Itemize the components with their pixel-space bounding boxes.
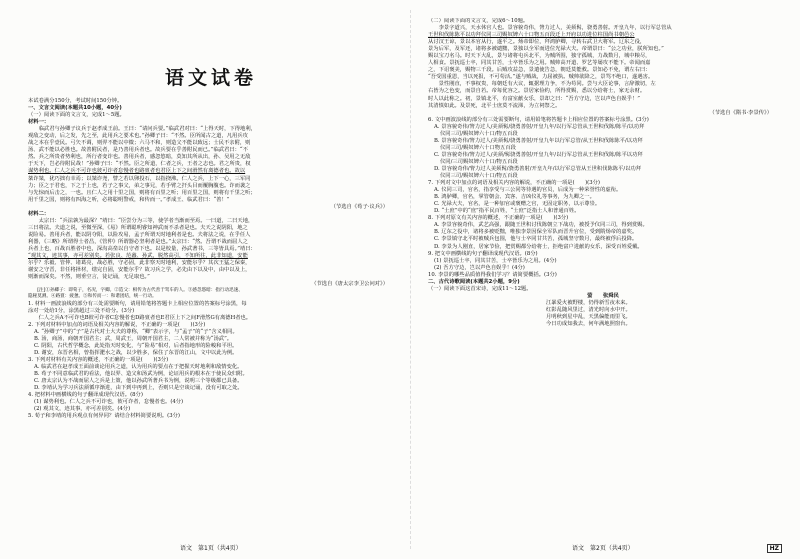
text-line: 谋势利也。仁人之兵不可诈也彼可诈者怠慢者也路亶者也君臣上下之间滑然有离德者也。故以 bbox=[28, 168, 246, 175]
text-line: (2) 观其文，迹其事，亦可差别矣。(4分) bbox=[34, 406, 131, 413]
text-line: A. “孙卿子”中的“子”是古代对士大夫的尊称，“卿”表示字，与“孟子”的“子”含义相同。 bbox=[34, 328, 238, 335]
page-two-footer: 语文 第2页（共4页） bbox=[572, 545, 634, 552]
text-line: （节选自《荀子·议兵》） bbox=[330, 203, 388, 210]
text-line: 一、文言文阅读(本题共10小题，40分) bbox=[28, 105, 122, 112]
text-line: D. 景容貌奇伟/膂力过人美须髯/骁勇善射/开皇九年/以行军总管从王世积伐陈陈平/以功拜 bbox=[434, 165, 642, 172]
text-line: 8. 下列对原文有关内容的概述，不正确的一项是( )(3分) bbox=[428, 215, 569, 222]
text-line: A. 临武君在赵孝成王面前谈论用兵之道，认为用兵的要点在于把握天时地利和敌情变化。 bbox=[34, 364, 243, 371]
text-line: （一）阅读下面的文言文，完成1～5题。 bbox=[28, 112, 125, 119]
page-one-footer: 语文 第1页（共4页） bbox=[180, 545, 242, 552]
text-line: 时人以此称之。初，景镇北平，有富室献女乐，景却之曰：“吾方守边，岂以声色自娱乎！” bbox=[428, 95, 640, 102]
text-line: “吾受国重恩，当以死报，不可苟活。”遂与贼战，力屈被执。贼帅欲降之，景骂不绝口，遂遇害。 bbox=[428, 74, 654, 81]
text-line: 6. 文中画波浪线的部分有三处需要断句，请用铅笔将答题卡上相应位置的答案标号涂黑。(3分) bbox=[428, 116, 649, 123]
text-line: 观敌之变动，后之发，先之至，此用兵之要术也。”孙卿子曰：“不然。臣所闻古之道，凡用兵攻 bbox=[28, 133, 248, 140]
text-line: C. 唐太宗认为不战而屈人之兵是上策，他以孙武所著兵书为例，说明三个等级都已具备。 bbox=[34, 378, 243, 385]
text-line: 1. 材料一画波浪线的部分有三处需要断句，请用铅笔将答题卡上相应位置的答案标号涂黑，每 bbox=[28, 300, 247, 307]
text-line: B. 景容貌奇伟/膂力过人/美须髯/骁勇善射/开皇九年以行军总管/从王世积伐陈陈平/以功拜 bbox=[434, 137, 643, 144]
text-line: B. 鸿胪卿，官名，掌管朝会、宾客、吉凶仪礼等事务，为九卿之一。 bbox=[434, 194, 595, 201]
text-line: （节选自《唐太宗李卫公问对》） bbox=[311, 281, 388, 288]
page-two-column bbox=[428, 18, 778, 537]
text-line: 利器，《三略》所谓得士者昌，《管仲》所谓器必坚利者是也。”太宗曰：“然。吾谓不战而屈人之 bbox=[28, 238, 248, 245]
text-line: 战之本在乎壹民。弓矢不调，则羿不能以中微；六马不和，则造父不能以致远；士民不亲附，则 bbox=[28, 140, 251, 147]
text-line: 仁人之兵A不可诈也B彼可诈者C怠慢者也D路亶者也E君臣上下之间F滑然G有离德H者也。 bbox=[28, 314, 252, 321]
text-line: 景为后军，及军还，诸将多被谴黜，景独以全军而进位光禄大夫。帝谓景曰：“公之功业，朕所知也。” bbox=[428, 46, 664, 53]
text-line: 则渐而深矣。不然，则垂空言，徒记诵，无足取也。” bbox=[28, 274, 150, 281]
text-line: 景性刚直，不事权贵，每朝廷有大议，辄据理力争，不为苟同。尝与大臣论事，言辞激切，左 bbox=[428, 81, 656, 88]
text-line: 月明秋到星中乱，天黑偏能雨里飞。 bbox=[546, 313, 631, 320]
text-line: A. 景容貌奇伟/膂力过人/美须髯/骁勇善射/开皇九年/以行军总管从王世积伐陈/陈平/以功拜 bbox=[434, 123, 645, 130]
text-line: A. 李景容貌奇伟，武艺高强，跟随王世积讨伐陈朝立下战功，被授予仪同三司，得到赏赐。 bbox=[434, 222, 648, 229]
text-line: 太宗曰：“兵法孰为最深？”靖曰：“臣尝分为三等，使学者当渐而至焉。一曰道，二曰天地， bbox=[28, 217, 254, 224]
text-line: 今日功成知我去，何年满地照窗台。 bbox=[546, 321, 631, 328]
text-line: 9. 把文中画横线的句子翻译成现代汉语。(8分) bbox=[428, 250, 538, 257]
text-line: （一）阅读下面这首宋诗，完成11～12题。 bbox=[428, 285, 532, 292]
text-line: C. 光禄大夫，官名，是一种加官或褒赠之官，无固定职务，以示尊崇。 bbox=[434, 201, 601, 208]
text-line: 于天下，岂必待附民哉！”孙卿子曰：“不然。臣之所道，仁者之兵，王者之志也。君之所贵，权 bbox=[28, 161, 251, 168]
text-line: (2) 吾方守边，岂以声色自娱乎！(4分) bbox=[434, 264, 525, 271]
text-line: 右皆为之色变，而景自若。帝每优容之。景居家俭约，所得赏赐，悉以分给将士，家无余财。 bbox=[428, 88, 646, 95]
text-line: 赐以宝刀名马。时天下大乱，景与诸将屯兵北平，为贼所围，独守孤城，力战数月，城中粮尽， bbox=[428, 53, 651, 60]
exam-code-badge: HZ bbox=[767, 544, 782, 553]
text-line: A. 仪同三司，官名，指享受与三公同等待遇的官员，后成为一种荣誉性的虚衔。 bbox=[434, 187, 622, 194]
exam-intro: 本试卷满分150分，考试时间150分钟。 bbox=[28, 98, 123, 104]
text-line: 仪同三司/赐奴婢六十口物五百段 bbox=[440, 144, 516, 151]
text-line: 材料二： bbox=[28, 210, 50, 217]
text-line: 与先惊而后击之，一也。且仁人之用十里之国，则将有百里之听；用百里之国，则将有千里之听； bbox=[28, 189, 256, 196]
text-line: （节选自《隋书·李景传》） bbox=[709, 109, 772, 116]
text-line: 人相食。景抚巡士卒，同其甘苦，士卒皆乐为之用。贼帅高开道、罗艺等屡攻不能下。帝闻而嘉 bbox=[428, 60, 651, 67]
text-line: 2. 下列对材料中加点的词语及相关内容的解说，不正确的一项是( )(3分) bbox=[28, 321, 206, 328]
text-line: 材料一： bbox=[28, 119, 50, 126]
text-line: C. 景容貌奇伟/膂力过人/美须/髯骁勇善射/开皇九年/以行军总管从王世积伐陈/陈平以功拜 bbox=[434, 151, 643, 158]
text-line: 然。兵之所贵者势利也，所行者变诈也。善用兵者，感忽悠暗，莫知其所从出，孙、吴用之无敌 bbox=[28, 154, 251, 161]
text-line: 桀诈桀，犹巧拙有幸焉；以桀诈尧，譬之若以卵投石，以指挠沸。仁人之兵，上下一心，三军同 bbox=[28, 175, 251, 182]
text-line: 力；臣之于君也，下之于上也，若子之事父，弟之事兄，若手臂之扞头目而覆胸腹也。诈而袭之 bbox=[28, 182, 251, 189]
text-line: 仪同三司/赐奴婢六十口/物五百段 bbox=[440, 173, 518, 180]
text-line: C. 李景镇守北平时被贼兵包围，他与士卒同甘共苦，孤城坚守数月，最终被俘后投降。 bbox=[434, 236, 638, 243]
text-line: 仪同三司/赐奴婢六十口/物五百段 bbox=[440, 130, 518, 137]
text-line: 隐秘莫测。④路亶：疲惫。⑤和传而一：和谐团结，统一行动。 bbox=[28, 294, 157, 300]
text-line: 10. 李景的哪些品质值得我们学习？请简要概括。(3分) bbox=[428, 271, 557, 278]
page-one-column bbox=[28, 14, 394, 537]
text-line: 二、古代诗歌阅读(本题共2小题，9分) bbox=[428, 278, 520, 285]
text-line: D. “士庶”中的“庶”指平民百姓，“士庶”泛指士人和普通百姓。 bbox=[434, 208, 580, 215]
text-line: 3. 下列对材料有关内容的概述，不正确的一项是( )(3分) bbox=[28, 357, 169, 364]
text-line: 红影乱随风里过，清光时向水中开。 bbox=[546, 306, 631, 313]
text-line: “观其文，迹其事，亦可差别矣。若张良、范蠡、孙武，脱然高引，不知所往，此非知道，安能 bbox=[28, 253, 248, 260]
text-line: 4. 把材料中画横线的句子翻译成现代汉语。(8分) bbox=[28, 392, 143, 399]
text-line: 5. 荀子和李靖的用兵观点有何异同？请结合材料简要说明。(3分) bbox=[28, 413, 180, 420]
text-line: 之，下诏褒美，赐物三千段。后贼攻益急，景遣使告急，朝廷莫能救。景知必不免，谓左右曰： bbox=[428, 67, 651, 74]
text-line: B. 汤，商汤，商朝开国君主；武，周武王，周朝开国君主，二人常被并称为“汤武”。 bbox=[34, 335, 233, 342]
text-line: 临武君与孙卿子议兵于赵孝成王前。王曰：“请问兵要。”临武君对曰：“上得天时，下得地利， bbox=[28, 126, 256, 133]
page-divider bbox=[410, 10, 411, 549]
text-line: 仪同/三司赐奴婢六十口/物五百段 bbox=[440, 158, 518, 165]
text-line: 尔乎？乐毅、管仲、诸葛亮，战必胜，守必固，此非察天时地利，安能尔乎？其次王猛之保秦， bbox=[28, 260, 251, 267]
text-line: 7. 下列对文中加点的词语及相关内容的解说，不正确的一项是( )(3分) bbox=[428, 180, 600, 187]
text-line: （二）阅读下面的文言文，完成6～10题。 bbox=[428, 18, 529, 24]
text-line: (1) 景抚巡士卒，同其甘苦，士卒皆乐为之用。(4分) bbox=[434, 257, 557, 264]
text-line: 王世积伐陈陈平以功拜仪同三司赐奴婢六十口物五百段迁上开府以功进位柱国尚书朝邑公 bbox=[428, 32, 635, 39]
text-line: D. 谢安，东晋名相，曾指挥淝水之战，以少胜多，保住了东晋的江山，文中以此为例。 bbox=[34, 350, 238, 356]
text-line: (1) 谋势利也。仁人之兵不可诈也，彼可诈者，怠慢者也。(4分) bbox=[34, 399, 184, 406]
text-line: B. 荀子不同意临武君的看法，他以羿、造父和汤武为例，论证用兵的根本在于使民众归附。 bbox=[34, 371, 248, 378]
text-line: 谢安之守晋，非任将择材，缮完自固，安能尔乎？故习兵之学，必先由下以及中，由中以及上， bbox=[28, 267, 251, 274]
text-line: 萤 张舜民 bbox=[587, 292, 619, 299]
text-line: 三曰将法。夫道之说，至微至深，《易》所谓聪明睿知神武而不杀者是也。夫天之说阴阳，地之 bbox=[28, 224, 248, 231]
page-two-body bbox=[428, 18, 778, 328]
exam-title: 语文试卷 bbox=[164, 67, 257, 89]
text-line: 汤、武不能以必胜也。故善附民者，是乃善用兵者也。故兵要在乎善附民而已。”临武君曰：“不 bbox=[28, 147, 248, 154]
text-line: 用千里之国，则将有四海之听，必将聪明警戒，和传而一。”孝成王、临武君曰：“善！” bbox=[28, 196, 230, 203]
text-line: 说险易。善用兵者，能以阴夺阳，以险攻易，孟子所谓天时地利者是也。夫将法之说，在乎任人 bbox=[28, 231, 251, 238]
text-line: 其清慎如此。及景死，北平士庶莫不流涕，为立祠祭之。 bbox=[428, 102, 561, 109]
text-line: 涂对一处给1分，涂黑超过三处不给分。(3分) bbox=[28, 307, 135, 314]
text-line: [注]①孙卿子：即荀子，名况，字卿。②造父：相传为古代善于驾车的人。③感忽悠暗：指行动迅速、 bbox=[28, 288, 243, 294]
text-line: C. 阴阳，古代哲学概念，此处指天时变化，与“险易”相对，后者指地形的险峻和平坦。 bbox=[34, 342, 238, 349]
text-line: D. 李景为人刚直，居家节俭，把赏赐都分给将士，拒绝富户进献的女乐，深受百姓爱戴。 bbox=[434, 243, 643, 250]
text-line: D. 李靖认为学习兵法须循序渐进，由下到中再到上，否则只是空谈记诵，没有可取之处。 bbox=[34, 385, 243, 392]
text-line: 江暴爱火被野楼，仍得新雪夜未来。 bbox=[546, 299, 631, 306]
text-line: 李景字道兴，天水休官人也。景容貌奇伟，膂力过人，美须髯，骁勇善射。开皇九年，以行军总管从 bbox=[428, 25, 672, 32]
text-line: 从讨汉王谅，景以本官从行，遂平之。炀帝即位，拜鸿胪卿，寻转右武卫大将军。辽东之役， bbox=[428, 39, 646, 46]
page-one-body bbox=[28, 105, 394, 420]
text-line: 兵者上也，百战百胜者中也，深沟高垒以自守者下也。以是校量，孙武著书，三等皆具焉。”靖曰： bbox=[28, 245, 256, 252]
text-line: B. 辽东之役中，诸将多被贬黜，唯独李景因保全军队而晋升官位，受到隋炀帝的嘉奖。 bbox=[434, 229, 638, 236]
